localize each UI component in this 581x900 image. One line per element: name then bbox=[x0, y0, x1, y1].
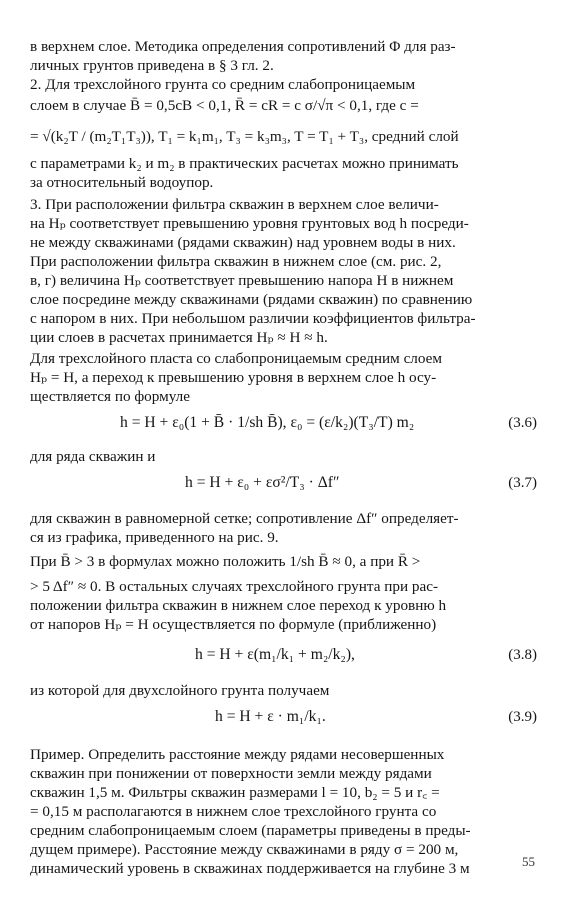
text-line: Hₚ = H, а переход к превышению уровня в верхнем слое h осу- bbox=[30, 369, 437, 386]
text-line: личных грунтов приведена в § 3 гл. 2. bbox=[30, 57, 274, 74]
text-line: для ряда скважин и bbox=[30, 448, 156, 465]
text-line: средним слабопроницаемым слоем (параметры приведены в преды- bbox=[30, 822, 471, 839]
text-line: положении фильтра скважин в нижнем слое переход к уровню h bbox=[30, 597, 447, 614]
equation-number: (3.7) bbox=[508, 475, 537, 491]
text-line: слоем в случае B̄ = 0,5cB < 0,1, R̄ = cR = c σ/√π < 0,1, где c = bbox=[30, 97, 419, 114]
equation-3-8: h = H + ε(m₁/k₁ + m₂/k₂), bbox=[195, 646, 355, 663]
text-line: Для трехслойного пласта со слабопроницаемым средним слоем bbox=[30, 350, 443, 367]
text-line: = 0,15 м располагаются в нижнем слое трехслойного грунта со bbox=[30, 803, 437, 820]
text-line: скважин 1,5 м. Фильтры скважин размерами l = 10, b₂ = 5 и r꜀ = bbox=[30, 784, 440, 801]
text-line: динамический уровень в скважинах поддерживается на глубине 3 м bbox=[30, 860, 470, 877]
page-number: 55 bbox=[522, 854, 535, 869]
text-line: ся из графика, приведенного на рис. 9. bbox=[30, 529, 279, 546]
text-line: 2. Для трехслойного грунта со средним слабопроницаемым bbox=[30, 76, 416, 93]
text-line: При B̄ > 3 в формулах можно положить 1/sh B̄ ≈ 0, а при R̄ > bbox=[30, 553, 421, 570]
text-line: не между скважинами (рядами скважин) над уровнем воды в них. bbox=[30, 234, 456, 251]
text-line: с параметрами k₂ и m₂ в практических расчетах можно принимать bbox=[30, 155, 459, 172]
text-line: Пример. Определить расстояние между рядами несовершенных bbox=[30, 746, 445, 763]
text-line: для скважин в равномерной сетке; сопротивление Δf″ определяет- bbox=[30, 510, 459, 527]
text-line: слое посредине между скважинами (рядами скважин) по сравнению bbox=[30, 291, 473, 308]
text-line: из которой для двухслойного грунта получаем bbox=[30, 682, 330, 699]
text-line: с напором в них. При небольшом различии коэффициентов фильтра- bbox=[30, 310, 476, 327]
text-line: При расположении фильтра скважин в нижнем слое (см. рис. 2, bbox=[30, 253, 442, 270]
equation-3-9: h = H + ε · m₁/k₁. bbox=[215, 708, 326, 725]
text-line: в верхнем слое. Методика определения сопротивлений Φ для раз- bbox=[30, 38, 456, 55]
text-line: ции слоев в расчетах принимается Hₚ ≈ H ≈ h. bbox=[30, 329, 328, 346]
equation-number: (3.8) bbox=[508, 647, 537, 663]
text-line: 3. При расположении фильтра скважин в верхнем слое величи- bbox=[30, 196, 439, 213]
text-line: ществляется по формуле bbox=[30, 388, 190, 405]
equation-3-6: h = H + ε₀(1 + B̄ · 1/sh B̄), ε₀ = (ε/k₂)(T₃/T) m₂ bbox=[120, 414, 415, 431]
equation-number: (3.9) bbox=[508, 709, 537, 725]
text-line: на Hₚ соответствует превышению уровня грунтовых вод h посреди- bbox=[30, 215, 469, 232]
text-line: скважин при понижении от поверхности земли между рядами bbox=[30, 765, 432, 782]
text-line: = √(k₂T / (m₂T₁T₃)), T₁ = k₁m₁, T₃ = k₃m₃, T = T₁ + T₃, средний слой bbox=[30, 128, 459, 145]
text-line: дущем примере). Расстояние между скважинами в ряду σ = 200 м, bbox=[30, 841, 459, 858]
text-line: от напоров Hₚ = H осуществляется по формуле (приближенно) bbox=[30, 616, 437, 633]
text-line: за относительный водоупор. bbox=[30, 174, 214, 191]
equation-number: (3.6) bbox=[508, 415, 537, 431]
text-line: в, г) величина Hₚ соответствует превышению напора H в нижнем bbox=[30, 272, 454, 289]
equation-3-7: h = H + ε₀ + εσ²/T₃ · Δf″ bbox=[185, 474, 340, 491]
text-line: > 5 Δf″ ≈ 0. В остальных случаях трехслойного грунта при рас- bbox=[30, 578, 439, 595]
